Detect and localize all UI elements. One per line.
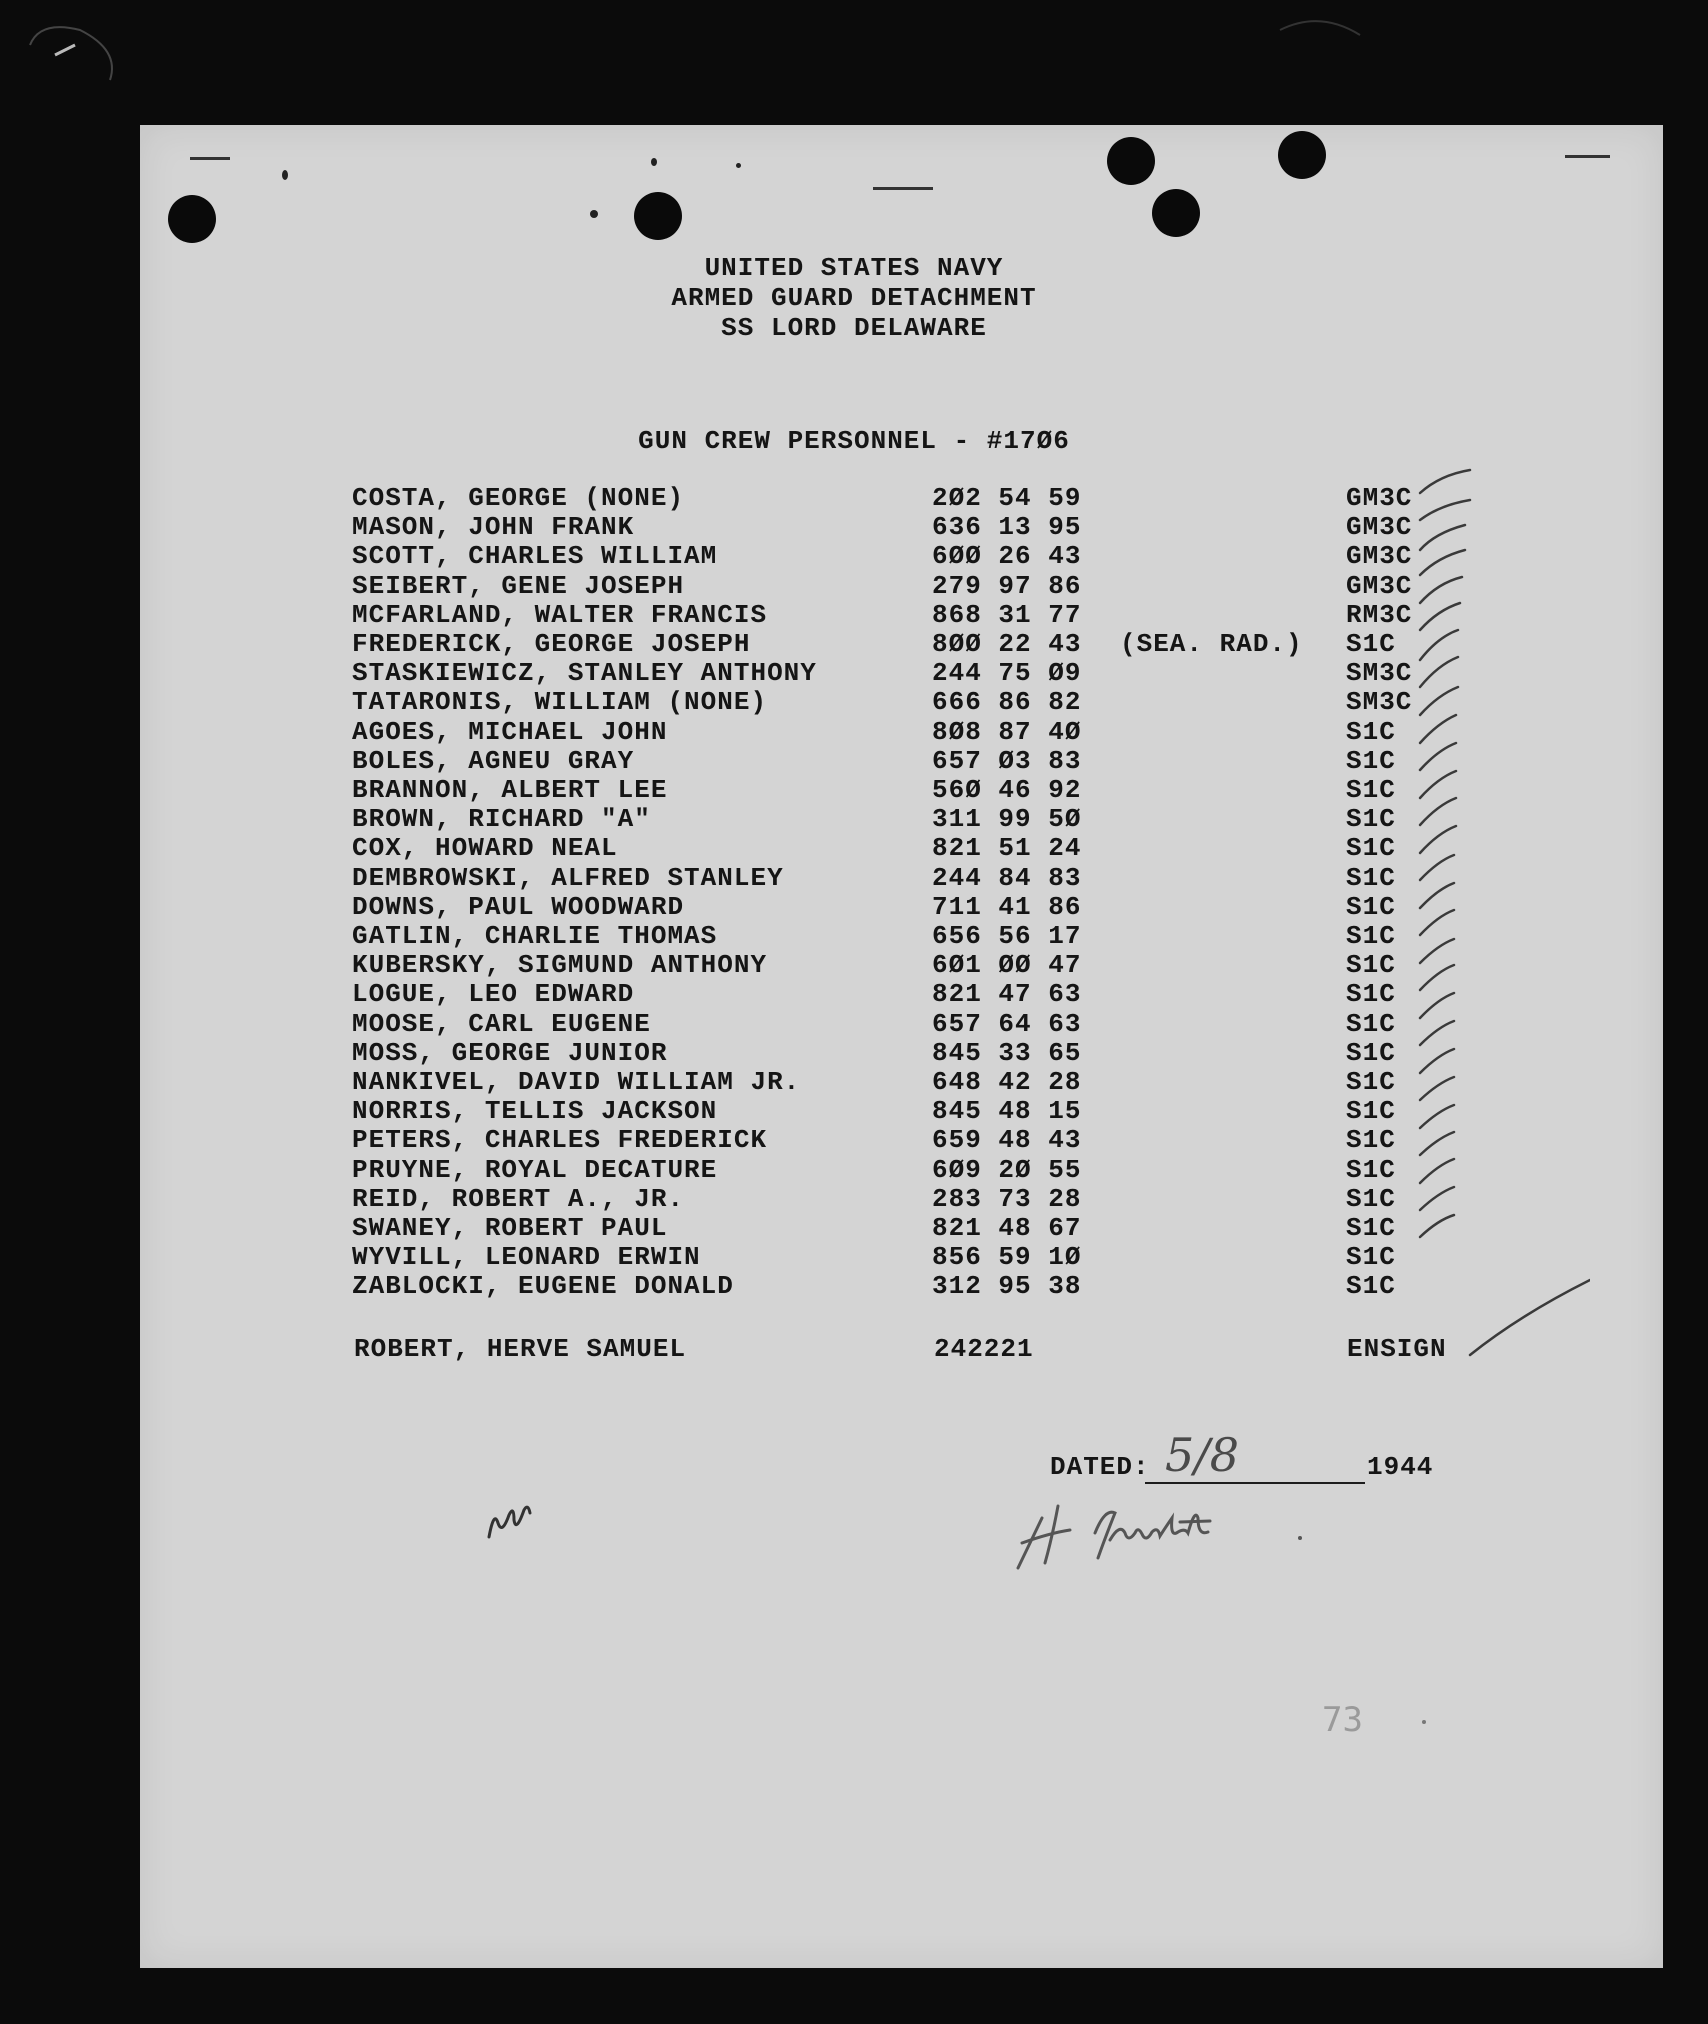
rating: S1C [1346,1213,1396,1243]
service-number: 659 48 43 [932,1125,1082,1156]
rating: S1C [1346,775,1396,805]
speck [282,170,288,180]
rating: S1C [1346,1008,1396,1039]
crew-name: KUBERSKY, SIGMUND ANTHONY [352,950,768,981]
service-number: 6ØØ 26 43 [932,541,1082,572]
rating: S1C [1346,629,1396,659]
punch-hole [1107,137,1155,185]
rating: S1C [1346,1125,1396,1156]
row-note: (SEA. RAD.) [1120,629,1303,659]
rating: S1C [1346,921,1396,951]
handwritten-initial [484,1495,544,1545]
service-number: 657 64 63 [932,1008,1082,1039]
crew-name: STASKIEWICZ, STANLEY ANTHONY [352,658,817,689]
service-number: 6Ø9 2Ø 55 [932,1154,1082,1185]
service-number: 8ØØ 22 43 [932,629,1082,659]
service-number: 6Ø1 ØØ 47 [932,950,1082,981]
date-underline [1145,1482,1365,1484]
service-number: 856 59 1Ø [932,1242,1082,1273]
service-number: 666 86 82 [932,687,1082,718]
rating: S1C [1346,1154,1396,1185]
service-number: 312 95 38 [932,1271,1082,1302]
crew-name: MOOSE, CARL EUGENE [352,1008,651,1039]
officer-rate: ENSIGN [1347,1334,1447,1364]
crew-name: PRUYNE, ROYAL DECATURE [352,1154,718,1185]
rating: S1C [1346,745,1396,776]
officer-name: ROBERT, HERVE SAMUEL [354,1334,687,1364]
section-title: GUN CREW PERSONNEL - #17Ø6 [638,426,1070,456]
rating: S1C [1346,804,1396,835]
service-number: 311 99 5Ø [932,804,1082,835]
rating: S1C [1346,1067,1396,1097]
service-number: 283 73 28 [932,1183,1082,1214]
service-number: 648 42 28 [932,1067,1082,1097]
service-number: 821 47 63 [932,979,1082,1010]
crew-name: REID, ROBERT A., JR. [352,1183,685,1214]
service-number: 821 51 24 [932,833,1082,864]
rating: RM3C [1346,599,1413,630]
service-number: 636 13 95 [932,512,1082,543]
signature [1010,1488,1310,1578]
dated-label: DATED: [1050,1452,1150,1482]
rating: S1C [1346,979,1396,1010]
crew-name: PETERS, CHARLES FREDERICK [352,1125,768,1156]
service-number: 711 41 86 [932,891,1082,922]
crew-name: COX, HOWARD NEAL [352,833,618,864]
rating: S1C [1346,862,1396,893]
rating: S1C [1346,1096,1396,1127]
service-number: 244 75 Ø9 [932,658,1082,689]
service-number: 845 33 65 [932,1037,1082,1068]
handwritten-date: 5/8 [1165,1428,1240,1482]
punch-hole [634,192,682,240]
rating: S1C [1346,1242,1396,1273]
rating: S1C [1346,716,1396,747]
crew-name: FREDERICK, GEORGE JOSEPH [352,629,751,659]
check-marks [1390,465,1590,1415]
crew-name: SCOTT, CHARLES WILLIAM [352,541,718,572]
service-number: 8Ø8 87 4Ø [932,716,1082,747]
speck [1422,1720,1426,1724]
crew-name: DEMBROWSKI, ALFRED STANLEY [352,862,784,893]
punch-hole [168,195,216,243]
crew-name: DOWNS, PAUL WOODWARD [352,891,685,922]
rating: S1C [1346,950,1396,981]
crew-name: MASON, JOHN FRANK [352,512,635,543]
header-ship: SS LORD DELAWARE [721,313,987,343]
service-number: 244 84 83 [932,862,1082,893]
header-detachment: ARMED GUARD DETACHMENT [671,283,1037,313]
service-number: 279 97 86 [932,570,1082,601]
header-navy: UNITED STATES NAVY [704,253,1004,283]
crew-name: MOSS, GEORGE JUNIOR [352,1037,668,1068]
crew-name: SWANEY, ROBERT PAUL [352,1213,668,1243]
rating: SM3C [1346,687,1413,718]
page-number: 73 [1322,1700,1363,1740]
crew-name: WYVILL, LEONARD ERWIN [352,1242,701,1273]
crew-name: ZABLOCKI, EUGENE DONALD [352,1271,734,1302]
service-number: 868 31 77 [932,599,1082,630]
crew-name: COSTA, GEORGE (NONE) [352,483,685,513]
service-number: 56Ø 46 92 [932,775,1082,805]
scan-mark [873,187,933,190]
crew-name: MCFARLAND, WALTER FRANCIS [352,599,768,630]
crew-name: TATARONIS, WILLIAM (NONE) [352,687,768,718]
service-number: 2Ø2 54 59 [932,483,1082,513]
rating: S1C [1346,1037,1396,1068]
speck [651,158,657,166]
speck [736,163,741,168]
crew-name: BROWN, RICHARD "A" [352,804,651,835]
rating: S1C [1346,891,1396,922]
rating: S1C [1346,833,1396,864]
scan-edge-marks [0,0,1708,120]
service-number: 845 48 15 [932,1096,1082,1127]
crew-name: AGOES, MICHAEL JOHN [352,716,668,747]
speck [590,210,598,218]
crew-name: GATLIN, CHARLIE THOMAS [352,921,718,951]
rating: GM3C [1346,541,1413,572]
scan-mark [1565,155,1610,158]
service-number: 821 48 67 [932,1213,1082,1243]
rating: GM3C [1346,570,1413,601]
crew-name: NORRIS, TELLIS JACKSON [352,1096,718,1127]
dated-year: 1944 [1367,1452,1434,1482]
service-number: 656 56 17 [932,921,1082,951]
punch-hole [1278,131,1326,179]
crew-name: BOLES, AGNEU GRAY [352,745,635,776]
rating: S1C [1346,1271,1396,1302]
rating: GM3C [1346,483,1413,513]
crew-name: NANKIVEL, DAVID WILLIAM JR. [352,1067,801,1097]
rating: SM3C [1346,658,1413,689]
crew-name: LOGUE, LEO EDWARD [352,979,635,1010]
officer-number: 242221 [934,1334,1034,1364]
crew-name: BRANNON, ALBERT LEE [352,775,668,805]
rating: GM3C [1346,512,1413,543]
scan-mark [190,157,230,160]
service-number: 657 Ø3 83 [932,745,1082,776]
rating: S1C [1346,1183,1396,1214]
crew-name: SEIBERT, GENE JOSEPH [352,570,685,601]
punch-hole [1152,189,1200,237]
